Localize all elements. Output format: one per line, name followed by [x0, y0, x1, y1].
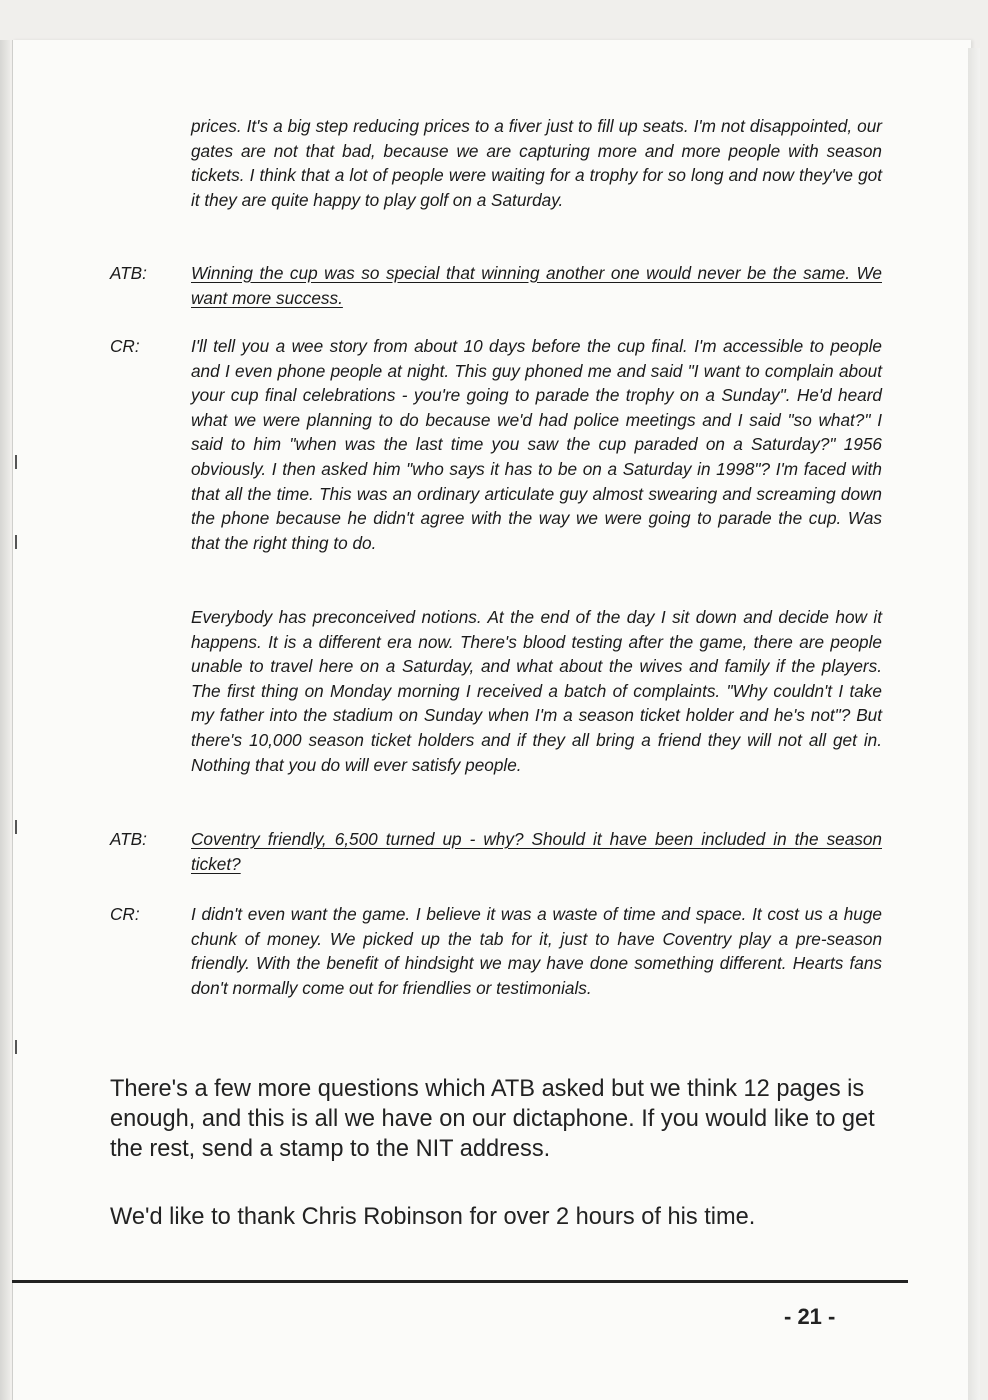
- transcript-paragraph: [110, 902, 882, 1000]
- thank-you-note: We'd like to thank Chris Robinson for over 2 hours of his time.: [110, 1204, 756, 1230]
- transcript-paragraph: [110, 334, 882, 555]
- paragraph-text: prices. It's a big step reducing prices to a fiver just to fill up seats. I'm not disappointed, our gates are not that bad, because we are capturing more and more people with season tickets. I think that a lot of people were waiting for a trophy for so long and now they've got it they are quite happy to play golf on a Saturday.: [191, 116, 882, 210]
- paragraph-text: I'll tell you a wee story from about 10 days before the cup final. I'm accessible to people and I even phone people at night. This guy phoned me and said "I want to complain about your cup final celebrations - you're going to parade the trophy on a Sunday". He'd heard what we were planning to do because we'd had police meetings and I said "so what?" I said to him "when was the last time you saw the cup paraded on a Saturday?" 1956 obviously. I then asked him "who says it has to be on a Saturday in 1998"? I'm faced with that all the time. This was an ordinary articulate guy almost swearing and screaming down the phone because he didn't agree with the way we were going to parade the cup. Was that the right thing to do.: [191, 336, 882, 553]
- closing-note: There's a few more questions which ATB asked but we think 12 pages is enough, and this is all we have on our dictaphone. If you would like to get the rest, send a stamp to the NIT address.: [110, 1076, 875, 1162]
- binding-mark: [15, 535, 17, 549]
- transcript-paragraph: [110, 114, 882, 212]
- question-text: Coventry friendly, 6,500 turned up - why? Should it have been included in the season ticket?: [191, 829, 882, 874]
- paragraph-text: I didn't even want the game. I believe it was a waste of time and space. It cost us a huge chunk of money. We picked up the tab for it, just to have Coventry play a pre-season friendly. With the benefit of hindsight we may have done something different. Hearts fans don't normally come out for friendlies or testimonials.: [191, 904, 882, 998]
- binding-spine: [0, 40, 10, 1400]
- binding-mark: [15, 455, 17, 469]
- transcript-paragraph: [110, 605, 882, 777]
- binding-mark: [15, 820, 17, 834]
- question-paragraph: [110, 827, 882, 876]
- question-paragraph: [110, 261, 882, 310]
- speaker-label: ATB:: [110, 829, 147, 849]
- page-number: - 21 -: [784, 1304, 836, 1329]
- speaker-label: CR:: [110, 336, 140, 356]
- paragraph-text: Everybody has preconceived notions. At the end of the day I sit down and decide how it happens. It is a different era now. There's blood testing after the game, there are people unable to travel here on a Saturday, and what about the wives and family if the players. The first thing on Monday morning I received a batch of complaints. "Why couldn't I take my father into the stadium on Sunday when I'm a season ticket holder and he's not"? But there's 10,000 season ticket holders and if they all bring a friend they will not all get in. Nothing that you do will ever satisfy people.: [191, 607, 882, 775]
- speaker-label: CR:: [110, 904, 140, 924]
- speaker-label: ATB:: [110, 263, 147, 283]
- page-edge: [968, 48, 980, 1400]
- question-text: Winning the cup was so special that winning another one would never be the same. We want more success.: [191, 263, 882, 308]
- footer-rule: [12, 1280, 908, 1283]
- binding-mark: [15, 1040, 17, 1054]
